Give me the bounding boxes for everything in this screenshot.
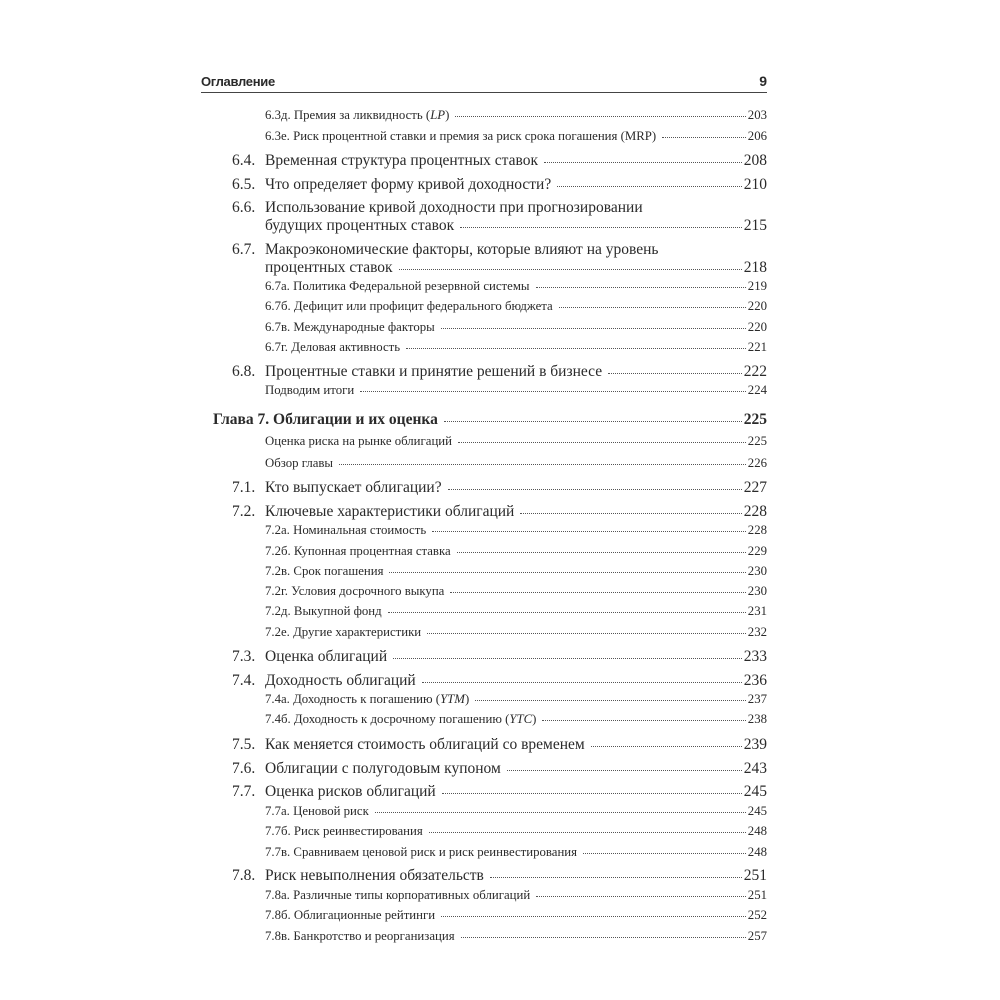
dot-leader bbox=[460, 227, 742, 228]
entry-line bbox=[265, 692, 767, 707]
entry-line bbox=[265, 383, 767, 398]
dot-leader bbox=[441, 916, 746, 917]
entry-line bbox=[265, 259, 767, 277]
entry-line bbox=[265, 456, 767, 471]
entry-page: 237 bbox=[747, 692, 767, 706]
entry-page: 227 bbox=[743, 479, 767, 496]
dot-leader bbox=[559, 307, 746, 308]
dot-leader bbox=[458, 442, 746, 443]
entry-page: 222 bbox=[743, 363, 767, 380]
entry-number: 7.3. bbox=[232, 648, 256, 665]
entry-page: 220 bbox=[747, 299, 767, 313]
entry-page: 231 bbox=[747, 604, 767, 618]
dot-leader bbox=[583, 853, 746, 854]
entry-title-end: ) bbox=[464, 692, 470, 706]
dot-leader bbox=[448, 489, 742, 490]
entry-line bbox=[213, 411, 767, 429]
entry-title: 7.7в. Сравниваем ценовой риск и риск реинвестирования bbox=[265, 845, 578, 859]
dot-leader bbox=[536, 896, 746, 897]
entry-title: 7.2а. Номинальная стоимость bbox=[265, 523, 427, 537]
dot-leader bbox=[542, 720, 745, 721]
entry-title: 7.2в. Срок погашения bbox=[265, 564, 384, 578]
dot-leader bbox=[475, 700, 746, 701]
entry-page: 206 bbox=[747, 129, 767, 143]
entry-number: 7.5. bbox=[232, 736, 256, 753]
entry-line bbox=[265, 129, 767, 144]
dot-leader bbox=[389, 572, 745, 573]
entry-number: 7.7. bbox=[232, 783, 256, 800]
dot-leader bbox=[455, 116, 745, 117]
entry-title: Обзор главы bbox=[265, 456, 334, 470]
entry-title: 6.3е. Риск процентной ставки и премия за риск срока погашения (MRP) bbox=[265, 129, 657, 143]
entry-title: 7.4а. Доходность к погашению ( bbox=[265, 692, 441, 706]
entry-title: Временная структура процентных ставок bbox=[265, 152, 539, 169]
entry-line bbox=[265, 736, 767, 754]
entry-line bbox=[265, 929, 767, 944]
entry-title: Процентные ставки и принятие решений в бизнесе bbox=[265, 363, 603, 380]
entry-page: 203 bbox=[747, 108, 767, 122]
entry-line bbox=[265, 824, 767, 839]
entry-title: 6.7в. Международные факторы bbox=[265, 320, 435, 334]
dot-leader bbox=[662, 137, 746, 138]
entry-title-abbr: YTM bbox=[440, 692, 465, 706]
dot-leader bbox=[444, 421, 742, 422]
entry-page: 219 bbox=[747, 279, 767, 293]
dot-leader bbox=[544, 162, 742, 163]
entry-number: 6.4. bbox=[232, 152, 256, 169]
entry-number: 6.7. bbox=[232, 241, 256, 258]
entry-line bbox=[265, 888, 767, 903]
entry-line bbox=[265, 648, 767, 666]
dot-leader bbox=[422, 682, 742, 683]
dot-leader bbox=[490, 877, 742, 878]
entry-line bbox=[265, 604, 767, 619]
dot-leader bbox=[441, 328, 746, 329]
entry-line bbox=[265, 523, 767, 538]
entry-title: Ключевые характеристики облигаций bbox=[265, 503, 515, 520]
dot-leader bbox=[457, 552, 746, 553]
dot-leader bbox=[427, 633, 746, 634]
dot-leader bbox=[339, 464, 746, 465]
entry-line bbox=[265, 584, 767, 599]
entry-page: 220 bbox=[747, 320, 767, 334]
entry-title: будущих процентных ставок bbox=[265, 217, 455, 234]
dot-leader bbox=[399, 269, 742, 270]
entry-title: 7.8в. Банкротство и реорганизация bbox=[265, 929, 455, 943]
entry-title-end: ) bbox=[445, 108, 450, 122]
dot-leader bbox=[450, 592, 745, 593]
dot-leader bbox=[406, 348, 746, 349]
entry-number: 7.6. bbox=[232, 760, 256, 777]
entry-page: 224 bbox=[747, 383, 767, 397]
running-header-title: Оглавление bbox=[201, 74, 275, 89]
entry-title: 6.7а. Политика Федеральной резервной системы bbox=[265, 279, 530, 293]
entry-page: 251 bbox=[747, 888, 767, 902]
entry-title: 7.4б. Доходность к досрочному погашению ( bbox=[265, 712, 510, 726]
dot-leader bbox=[520, 513, 741, 514]
entry-line bbox=[265, 279, 767, 294]
entry-line bbox=[265, 320, 767, 335]
entry-line bbox=[265, 434, 767, 449]
entry-line bbox=[265, 108, 767, 123]
entry-page: 252 bbox=[747, 908, 767, 922]
entry-title: 7.7а. Ценовой риск bbox=[265, 804, 369, 818]
dot-leader bbox=[375, 812, 746, 813]
entry-page: 229 bbox=[747, 544, 767, 558]
page-number: 9 bbox=[759, 73, 767, 89]
entry-line bbox=[265, 564, 767, 579]
entry-number: 7.2. bbox=[232, 503, 256, 520]
entry-page: 245 bbox=[743, 783, 767, 800]
entry-title: 6.3д. Премия за ликвидность ( bbox=[265, 108, 431, 122]
entry-number: 7.4. bbox=[232, 672, 256, 689]
entry-title: 6.7б. Дефицит или профицит федерального бюджета bbox=[265, 299, 553, 313]
entry-line bbox=[265, 479, 767, 497]
entry-line bbox=[265, 804, 767, 819]
dot-leader bbox=[388, 612, 746, 613]
entry-title: Оценка облигаций bbox=[265, 648, 388, 665]
entry-line bbox=[265, 783, 767, 801]
entry-title: Оценка риска на рынке облигаций bbox=[265, 434, 452, 448]
entry-page: 251 bbox=[743, 867, 767, 884]
dot-leader bbox=[536, 287, 746, 288]
entry-line bbox=[265, 625, 767, 640]
entry-line bbox=[265, 176, 767, 194]
entry-page: 230 bbox=[747, 584, 767, 598]
dot-leader bbox=[360, 391, 746, 392]
entry-page: 238 bbox=[747, 712, 767, 726]
entry-page: 221 bbox=[747, 340, 767, 354]
entry-title: Глава 7. Облигации и их оценка bbox=[213, 411, 438, 428]
entry-title: 7.2б. Купонная процентная ставка bbox=[265, 544, 451, 558]
entry-title: 7.2г. Условия досрочного выкупа bbox=[265, 584, 445, 598]
entry-line bbox=[265, 503, 767, 521]
entry-page: 215 bbox=[743, 217, 767, 234]
dot-leader bbox=[393, 658, 742, 659]
running-header bbox=[201, 72, 767, 93]
entry-page: 243 bbox=[743, 760, 767, 777]
dot-leader bbox=[557, 186, 742, 187]
entry-page: 226 bbox=[747, 456, 767, 470]
entry-page: 245 bbox=[747, 804, 767, 818]
entry-line bbox=[265, 152, 767, 170]
entry-page: 233 bbox=[743, 648, 767, 665]
entry-title: 6.7г. Деловая активность bbox=[265, 340, 401, 354]
entry-title: Подводим итоги bbox=[265, 383, 355, 397]
entry-page: 210 bbox=[743, 176, 767, 193]
entry-page: 257 bbox=[747, 929, 767, 943]
entry-line bbox=[265, 363, 767, 381]
entry-number: 6.6. bbox=[232, 199, 256, 216]
entry-line bbox=[265, 845, 767, 860]
entry-number: 6.5. bbox=[232, 176, 256, 193]
entry-title: процентных ставок bbox=[265, 259, 393, 276]
entry-title: Облигации с полугодовым купоном bbox=[265, 760, 501, 777]
entry-page: 208 bbox=[743, 152, 767, 169]
entry-title-line1: Макроэкономические факторы, которые влияют на уровень bbox=[265, 241, 659, 258]
entry-title: Что определяет форму кривой доходности? bbox=[265, 176, 552, 193]
entry-title: Кто выпускает облигации? bbox=[265, 479, 442, 496]
entry-title-end: ) bbox=[532, 712, 537, 726]
entry-page: 248 bbox=[747, 845, 767, 859]
entry-page: 225 bbox=[743, 411, 767, 428]
dot-leader bbox=[461, 937, 746, 938]
dot-leader bbox=[507, 770, 742, 771]
entry-title: 7.8а. Различные типы корпоративных облигаций bbox=[265, 888, 531, 902]
entry-line bbox=[265, 544, 767, 559]
entry-page: 225 bbox=[747, 434, 767, 448]
entry-title-abbr: YTC bbox=[509, 712, 533, 726]
entry-title-abbr: LP bbox=[430, 108, 446, 122]
entry-title: 7.2д. Выкупной фонд bbox=[265, 604, 382, 618]
entry-number: 7.1. bbox=[232, 479, 256, 496]
entry-line bbox=[265, 760, 767, 778]
entry-page: 218 bbox=[743, 259, 767, 276]
entry-title-line1: Использование кривой доходности при прогнозировании bbox=[265, 199, 643, 216]
entry-page: 248 bbox=[747, 824, 767, 838]
entry-line bbox=[265, 672, 767, 690]
entry-title: Риск невыполнения обязательств bbox=[265, 867, 484, 884]
entry-page: 228 bbox=[743, 503, 767, 520]
dot-leader bbox=[432, 531, 746, 532]
dot-leader bbox=[608, 373, 742, 374]
entry-title: Оценка рисков облигаций bbox=[265, 783, 436, 800]
entry-page: 239 bbox=[743, 736, 767, 753]
entry-line bbox=[265, 299, 767, 314]
dot-leader bbox=[429, 832, 746, 833]
entry-line bbox=[265, 712, 767, 727]
entry-number: 7.8. bbox=[232, 867, 256, 884]
dot-leader bbox=[442, 793, 742, 794]
entry-line bbox=[265, 908, 767, 923]
entry-line bbox=[265, 340, 767, 355]
entry-page: 228 bbox=[747, 523, 767, 537]
entry-title: 7.8б. Облигационные рейтинги bbox=[265, 908, 436, 922]
entry-line bbox=[265, 867, 767, 885]
entry-number: 6.8. bbox=[232, 363, 256, 380]
entry-page: 236 bbox=[743, 672, 767, 689]
entry-title: Как меняется стоимость облигаций со временем bbox=[265, 736, 585, 753]
entry-page: 232 bbox=[747, 625, 767, 639]
entry-title: 7.2е. Другие характеристики bbox=[265, 625, 422, 639]
entry-line bbox=[265, 217, 767, 235]
dot-leader bbox=[591, 746, 742, 747]
entry-page: 230 bbox=[747, 564, 767, 578]
entry-title: Доходность облигаций bbox=[265, 672, 416, 689]
entry-title: 7.7б. Риск реинвестирования bbox=[265, 824, 423, 838]
